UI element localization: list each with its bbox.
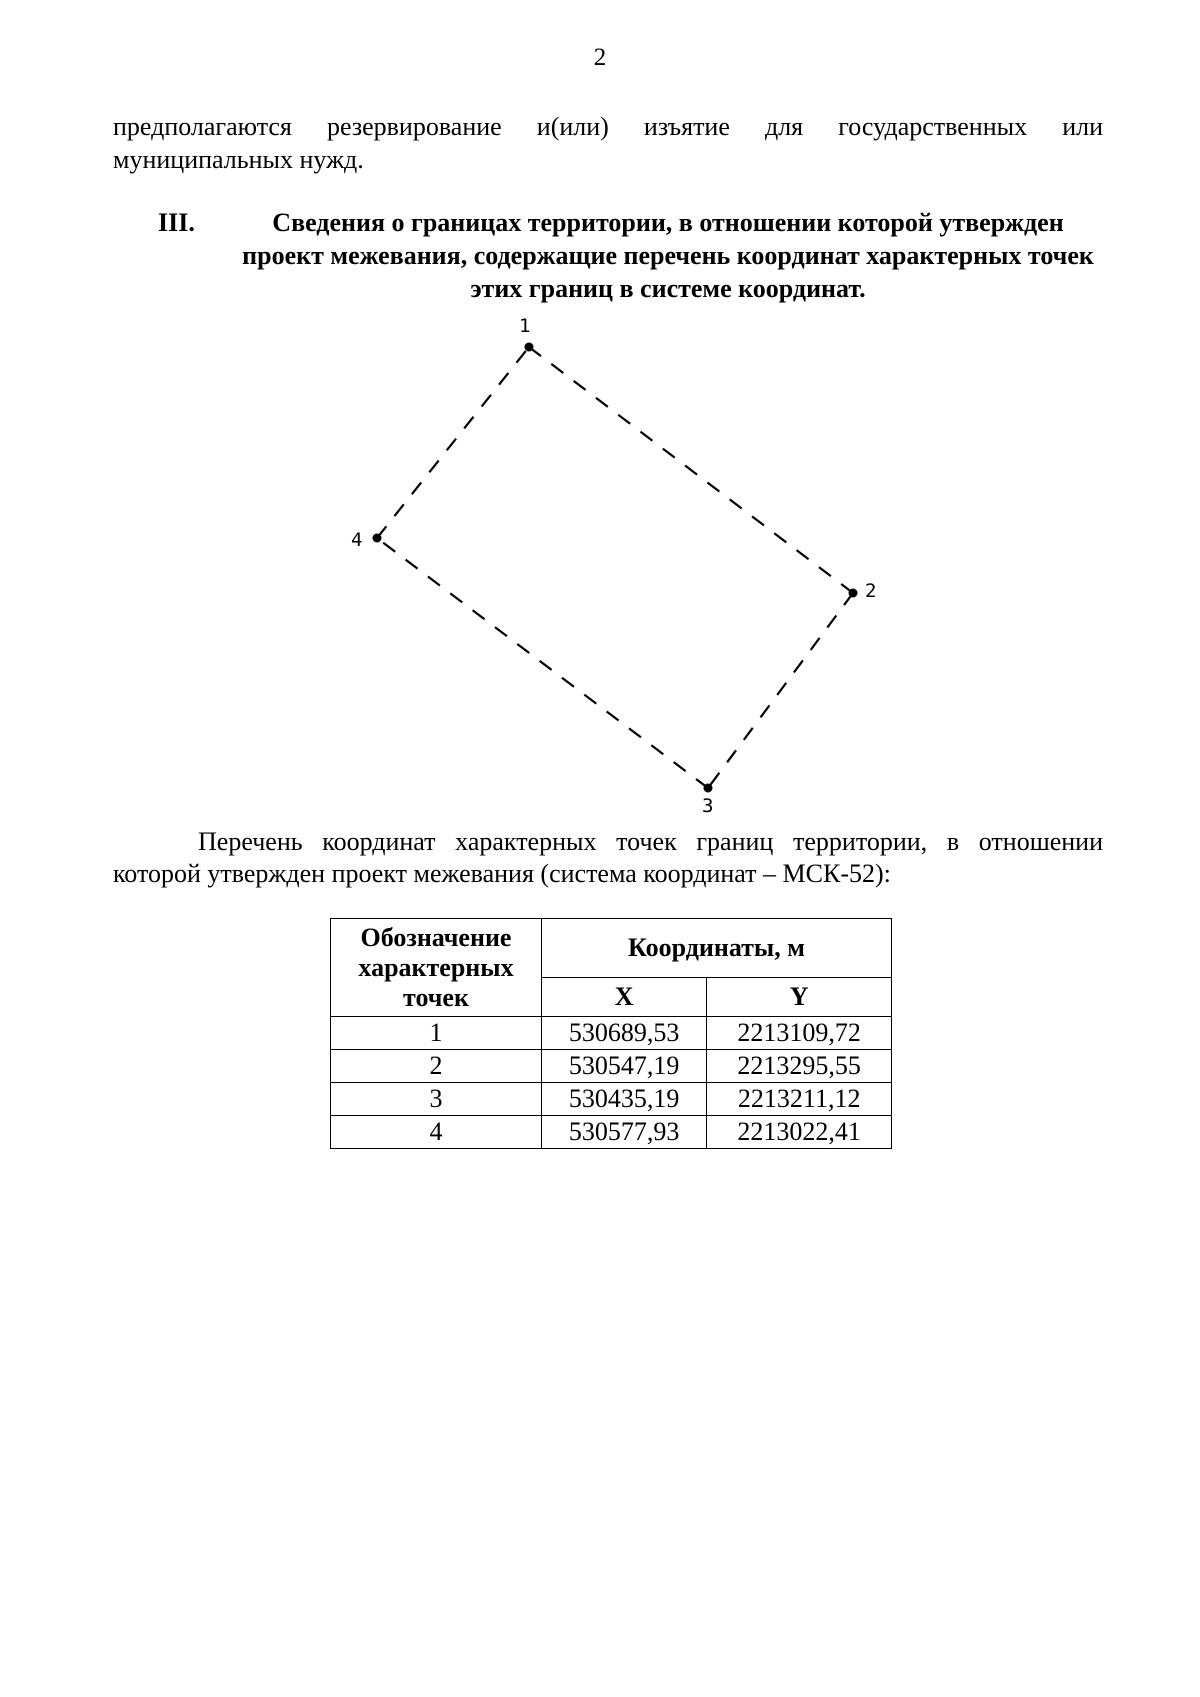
- table-row: [331, 1050, 892, 1083]
- boundary-point-3-marker: [704, 784, 713, 793]
- boundary-point-2-marker: [849, 589, 858, 598]
- point-label-2: 2: [865, 580, 877, 602]
- section-number: III.: [158, 208, 195, 237]
- cell-point: 3: [331, 1083, 542, 1116]
- page-number: 2: [593, 44, 607, 71]
- boundary-scheme: [0, 0, 1200, 820]
- table-row: [331, 1083, 892, 1116]
- header-designation: Обозначение характерных точек: [331, 919, 542, 1017]
- boundary-point-1-marker: [525, 343, 534, 352]
- section-title: Сведения о границах территории, в отношении которой утвержден проект межевания, содержащие перечень координат характерных точек этих границ в системе координат.: [242, 208, 1094, 303]
- cell-x: 530577,93: [542, 1116, 707, 1149]
- boundary-segment-3-4: [377, 538, 708, 788]
- coordinates-list-caption: Перечень координат характерных точек границ территории, в отношении которой утвержден проект межевания (система координат – МСК-52):: [113, 827, 1103, 888]
- boundary-point-4-marker: [373, 534, 382, 543]
- point-label-3: 3: [702, 795, 714, 817]
- table-row: [331, 1116, 892, 1149]
- header-x: X: [542, 978, 707, 1017]
- coordinates-table: [330, 918, 892, 1149]
- cell-y: 2213211,12: [707, 1083, 892, 1116]
- cell-x: 530689,53: [542, 1017, 707, 1050]
- boundary-segment-1-2: [529, 347, 853, 593]
- boundary-segment-4-1: [377, 347, 529, 538]
- cell-y: 2213109,72: [707, 1017, 892, 1050]
- intro-paragraph: предполагаются резервирование и(или) изъятие для государственных или муниципальных нужд.: [113, 112, 1103, 174]
- point-label-1: 1: [519, 315, 531, 337]
- cell-point: 2: [331, 1050, 542, 1083]
- cell-y: 2213022,41: [707, 1116, 892, 1149]
- cell-x: 530435,19: [542, 1083, 707, 1116]
- header-y: Y: [707, 978, 892, 1017]
- point-label-4: 4: [351, 529, 363, 551]
- cell-y: 2213295,55: [707, 1050, 892, 1083]
- table-row: [331, 1017, 892, 1050]
- cell-point: 4: [331, 1116, 542, 1149]
- cell-x: 530547,19: [542, 1050, 707, 1083]
- header-coordinates: Координаты, м: [542, 919, 892, 978]
- boundary-segment-2-3: [708, 593, 853, 788]
- cell-point: 1: [331, 1017, 542, 1050]
